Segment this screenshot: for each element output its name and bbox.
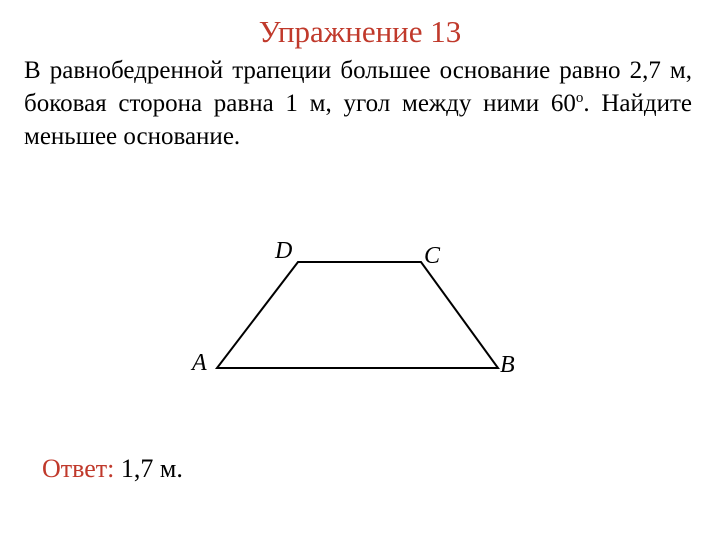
vertex-label-c: C: [424, 243, 441, 269]
vertex-label-d: D: [275, 238, 293, 264]
answer-value: 1,7 м.: [120, 454, 183, 483]
vertex-label-a: A: [192, 350, 207, 376]
degree-sign: о: [575, 90, 584, 106]
answer-label: Ответ:: [42, 454, 115, 483]
vertex-label-b: B: [500, 352, 515, 378]
answer: [42, 452, 183, 486]
problem-question: . Найдите меньшее основание.: [24, 90, 692, 150]
trapezoid-abcd: [217, 262, 498, 368]
exercise-title: Упражнение 13: [258, 14, 462, 49]
problem-text: В равнобедренной трапеции большее основание равно 2,7 м, боковая сторона равна 1 м, угол между ними 60: [24, 57, 692, 117]
